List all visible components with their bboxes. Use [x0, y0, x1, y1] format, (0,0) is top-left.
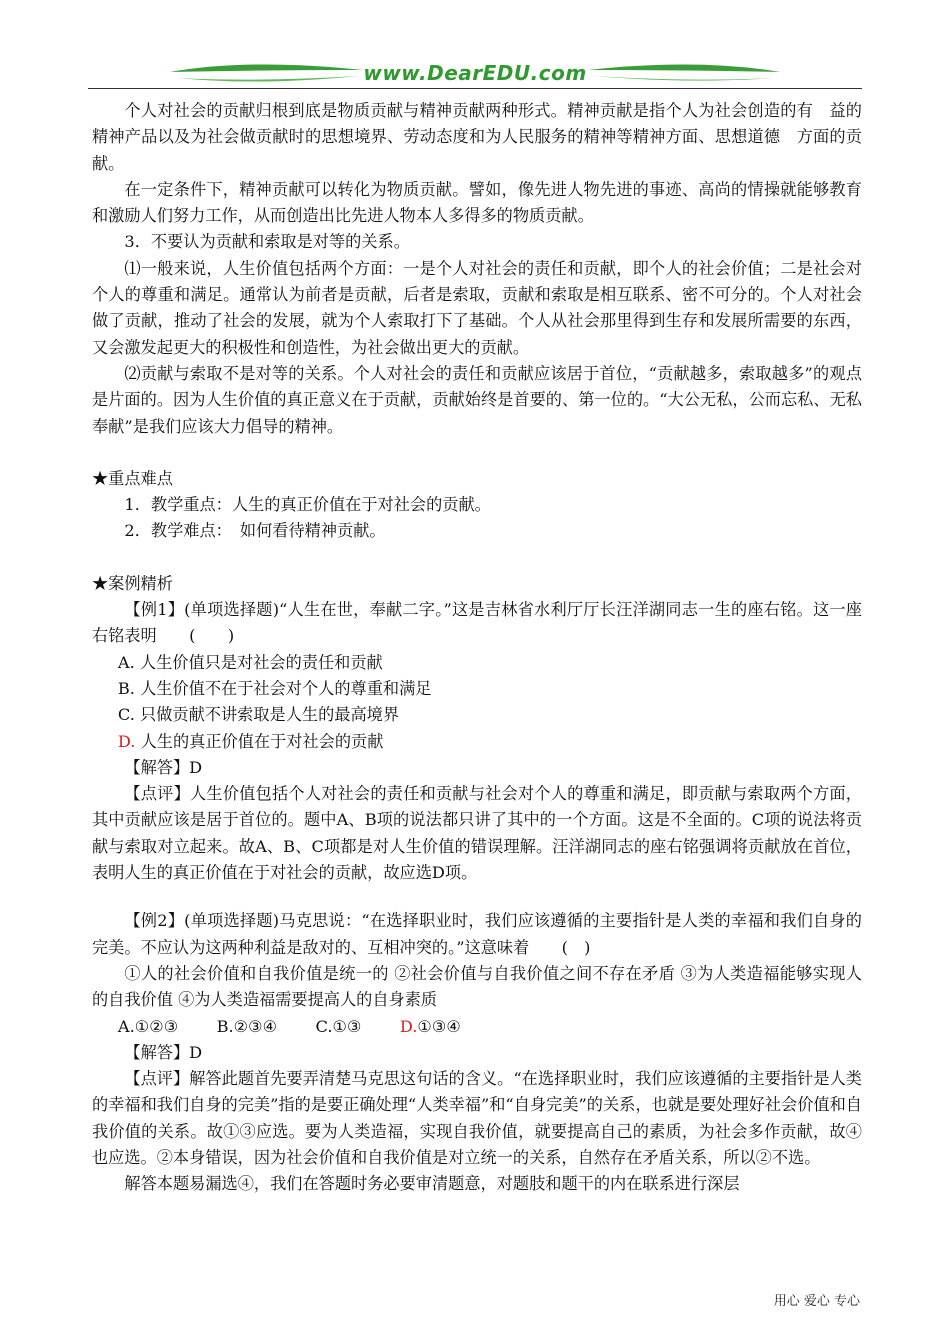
paragraph: 在一定条件下，精神贡献可以转化为物质贡献。譬如，像先进人物先进的事迹、高尚的情操就能够教育和激励人们努力工作，从而创造出比先进人物本人多得多的物质贡献。	[92, 179, 862, 226]
example2-comment: 【点评】解答此题首先要弄清楚马克思这句话的含义。“在选择职业时，我们应该遵循的主要指针是人类的幸福和我们自身的完美”指的是要正确处理“人类幸福”和“自身完美”的关系，也就是要处理好社会价值和自我价值的关系。故①③应选。要为人类造福，实现自我价值，就要提高自己的素质，为社会多作贡献，故④也应选。②本身错误，因为社会价值和自我价值是对立统一的关系，自然存在矛盾关系，所以②不选。	[92, 1069, 862, 1167]
page-footer: 用心 爱心 专心	[773, 1294, 860, 1309]
site-header	[88, 56, 862, 92]
example1-option-b: B. 人生价值不在于社会对个人的尊重和满足	[117, 678, 432, 698]
example2-note: 解答本题易漏选④，我们在答题时务必要审清题意，对题肢和题干的内在联系进行深层	[124, 1174, 740, 1194]
key-point-item: 1．教学重点：人生的真正价值在于对社会的贡献。	[124, 495, 491, 515]
paragraph: ⑵贡献与索取不是对等的关系。个人对社会的责任和贡献应该居于首位，“贡献越多，索取越多”的观点是片面的。因为人生价值的真正意义在于贡献，贡献始终是首要的、第一位的。“大公无私，公而忘私、无私奉献”是我们应该大力倡导的精神。	[92, 363, 862, 436]
example1-option-d: D. 人生的真正价值在于对社会的贡献	[117, 731, 384, 751]
example1-option-a: A. 人生价值只是对社会的责任和贡献	[117, 652, 383, 672]
example1-answer: 【解答】D	[124, 757, 203, 777]
example2-question: 【例2】(单项选择题)马克思说：“在选择职业时，我们应该遵循的主要指针是人类的幸福和我们自身的完美。不应认为这两种利益是敌对的、互相冲突的。”这意味着 ( )	[92, 911, 862, 957]
correct-option-letter: D.	[399, 1016, 418, 1036]
paragraph: ⑴一般来说，人生价值包括两个方面：一是个人对社会的责任和贡献，即个人的社会价值；二是社会对个人的尊重和满足。通常认为前者是贡献，后者是索取，贡献和索取是相互联系、密不可分的。个人对社会做了贡献，推动了社会的发展，就为个人索取打下了基础。个人从社会那里得到生存和发展所需要的东西，又会激发起更大的积极性和创造性，为社会做出更大的贡献。	[92, 258, 862, 357]
example2-statements: ①人的社会价值和自我价值是统一的 ②社会价值与自我价值之间不存在矛盾 ③为人类造福能够实现人的自我价值 ④为人类造福需要提高人的自身素质	[92, 963, 862, 1010]
header-rule	[88, 88, 862, 89]
paragraph: 个人对社会的贡献归根到底是物质贡献与精神贡献两种形式。精神贡献是指个人为社会创造的有 益的精神产品以及为社会做贡献时的思想境界、劳动态度和为人民服务的精神等精神方面、思想道德 方面的贡献。	[92, 101, 862, 173]
cases-heading: ★案例精析	[92, 573, 173, 593]
example1-option-c: C. 只做贡献不讲索取是人生的最高境界	[117, 705, 400, 725]
example1-comment: 【点评】人生价值包括个人对社会的责任和贡献与社会对个人的尊重和满足，即贡献与索取两个方面，其中贡献应该是居于首位的。题中A、B项的说法都只讲了其中的一个方面。这是不全面的。C项的说法将贡献与索取对立起来。故A、B、C项都是对人生价值的错误理解。汪洋湖同志的座右铭强调将贡献放在首位，表明人生的真正价值在于对社会的贡献，故应选D项。	[92, 784, 862, 883]
key-points-heading: ★重点难点	[92, 468, 173, 488]
example1-question: 【例1】(单项选择题)“人生在世，奉献二字。”这是吉林省水利厅厅长汪洋湖同志一生的座右铭。这一座右铭表明 ( )	[92, 600, 862, 646]
site-logo-text: www.DearEDU.com	[363, 61, 587, 85]
document-body	[92, 98, 862, 1198]
paragraph: 3．不要认为贡献和索取是对等的关系。	[124, 232, 410, 252]
example2-options: A.①②③ B.②③④ C.①③ D.①③④	[117, 1016, 461, 1036]
key-point-item: 2．教学难点： 如何看待精神贡献。	[124, 521, 386, 541]
example2-answer: 【解答】D	[124, 1042, 203, 1062]
correct-option-letter: D.	[117, 731, 136, 751]
